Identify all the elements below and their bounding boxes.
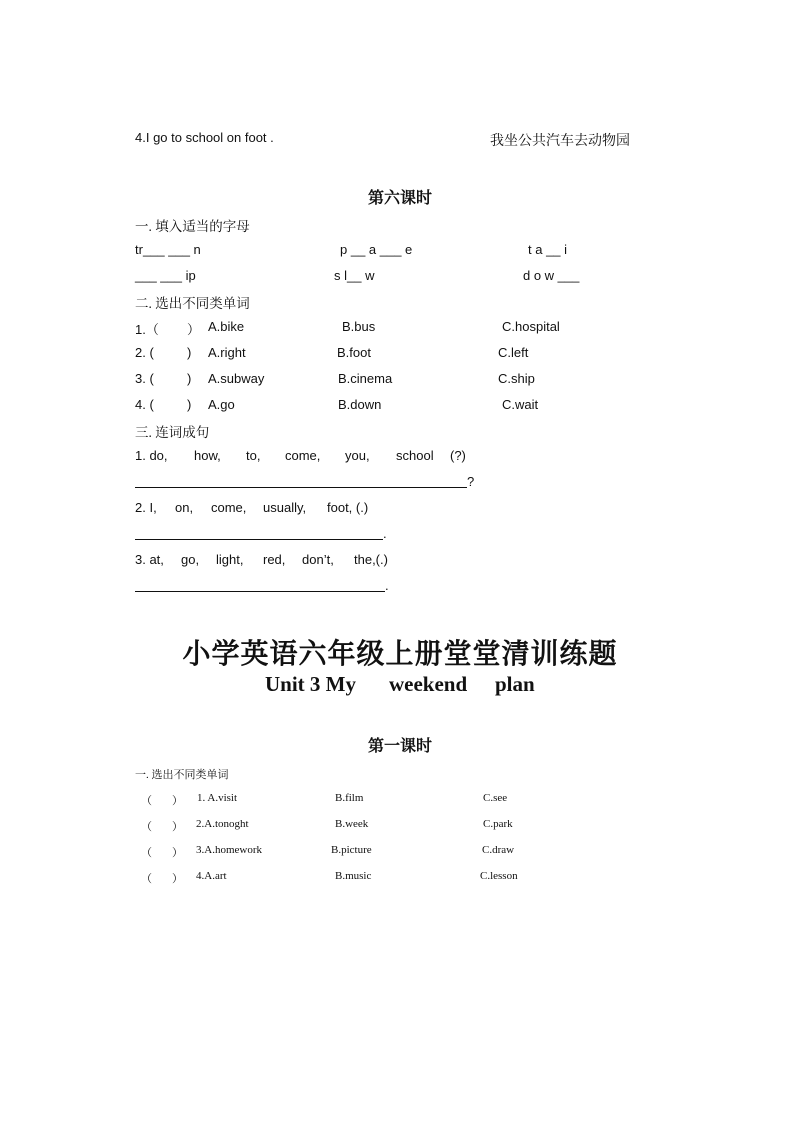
scrambled-word: come,: [211, 500, 247, 515]
sentence-end-mark: .: [383, 526, 387, 541]
option-a: A.subway: [208, 371, 265, 386]
fill-letter-row2-item2: s l__ w: [334, 268, 375, 283]
answer-paren-open: （: [141, 795, 152, 807]
option-c: C.see: [483, 792, 508, 804]
fill-letter-row1-item1: tr___ ___ n: [135, 242, 201, 257]
option-b: B.picture: [331, 844, 372, 856]
option-c: C.left: [498, 345, 529, 360]
scrambled-word: (?): [450, 448, 466, 463]
question-number: 2. (: [135, 345, 154, 360]
part1-heading: 一. 填入适当的字母: [135, 219, 250, 234]
answer-line[interactable]: [135, 539, 383, 540]
option-a: A.right: [208, 345, 246, 360]
question-number: 4. (: [135, 397, 154, 412]
answer-paren-open: （: [141, 821, 152, 833]
answer-paren-close: ）: [172, 847, 183, 859]
scrambled-word: the,(.): [354, 552, 388, 567]
option-c: C.hospital: [502, 319, 560, 334]
option-c: C.lesson: [480, 870, 518, 882]
part2-heading: 二. 选出不同类单词: [135, 296, 250, 311]
fill-letter-row2-item1: ___ ___ ip: [135, 268, 196, 283]
exercise-line-english: 4.I go to school on foot .: [135, 130, 274, 145]
answer-paren-close: ）: [172, 821, 183, 833]
unit-title-part1: Unit 3 My: [265, 672, 356, 696]
scrambled-word: don’t,: [302, 552, 334, 567]
fill-letter-row1-item3: t a __ i: [528, 242, 568, 257]
answer-paren-close: ）: [172, 795, 183, 807]
scrambled-word: red,: [263, 552, 286, 567]
question-number: 3. (: [135, 371, 154, 386]
scrambled-word: 2. I,: [135, 500, 157, 515]
scrambled-word: 1. do,: [135, 448, 168, 463]
scrambled-word: go,: [181, 552, 200, 567]
option-c: C.draw: [482, 844, 515, 856]
answer-paren-close: ): [187, 345, 192, 360]
lesson1-heading: 一. 选出不同类单词: [135, 769, 229, 781]
scrambled-word: come,: [285, 448, 321, 463]
scrambled-word: 3. at,: [135, 552, 164, 567]
question-number: 1.（: [135, 322, 159, 337]
exercise-line-chinese: 我坐公共汽车去动物园: [490, 134, 630, 149]
option-b: B.foot: [337, 345, 371, 360]
document-title: 小学英语六年级上册堂堂清训练题: [182, 639, 618, 670]
answer-paren-open: （: [141, 873, 152, 885]
sentence-end-mark: .: [385, 578, 389, 593]
lesson-one-title: 第一课时: [367, 738, 432, 755]
option-b: B.film: [335, 792, 364, 804]
answer-line[interactable]: [135, 591, 385, 592]
option-c: C.ship: [498, 371, 535, 386]
scrambled-word: you,: [345, 448, 370, 463]
option-b: B.music: [335, 870, 372, 882]
unit-title-part3: plan: [495, 672, 535, 696]
scrambled-word: to,: [246, 448, 261, 463]
fill-letter-row2-item3: d o w ___: [523, 268, 580, 283]
option-a: 4.A.art: [196, 870, 227, 882]
unit-title-part2: weekend: [389, 672, 468, 696]
option-a: A.go: [208, 397, 235, 412]
option-b: B.week: [335, 818, 369, 830]
scrambled-word: how,: [194, 448, 221, 463]
option-b: B.bus: [342, 319, 376, 334]
scrambled-word: foot, (.): [327, 500, 369, 515]
lesson-six-title: 第六课时: [367, 190, 432, 207]
option-c: C.wait: [502, 397, 539, 412]
answer-paren-close: ）: [187, 322, 201, 337]
scrambled-word: school: [396, 448, 434, 463]
option-a: A.bike: [208, 319, 245, 334]
sentence-end-mark: ?: [467, 474, 475, 489]
option-a: 2.A.tonoght: [196, 818, 249, 830]
option-b: B.down: [338, 397, 382, 412]
scrambled-word: on,: [175, 500, 194, 515]
answer-paren-open: （: [141, 847, 152, 859]
option-a: 1. A.visit: [197, 792, 238, 804]
scrambled-word: light,: [216, 552, 244, 567]
option-b: B.cinema: [338, 371, 393, 386]
fill-letter-row1-item2: p __ a ___ e: [340, 242, 413, 257]
answer-line[interactable]: [135, 487, 467, 488]
part3-heading: 三. 连词成句: [135, 425, 210, 440]
option-c: C.park: [483, 818, 513, 830]
option-a: 3.A.homework: [196, 844, 262, 856]
answer-paren-close: ）: [172, 873, 183, 885]
answer-paren-close: ): [187, 371, 192, 386]
answer-paren-close: ): [187, 397, 192, 412]
scrambled-word: usually,: [263, 500, 307, 515]
